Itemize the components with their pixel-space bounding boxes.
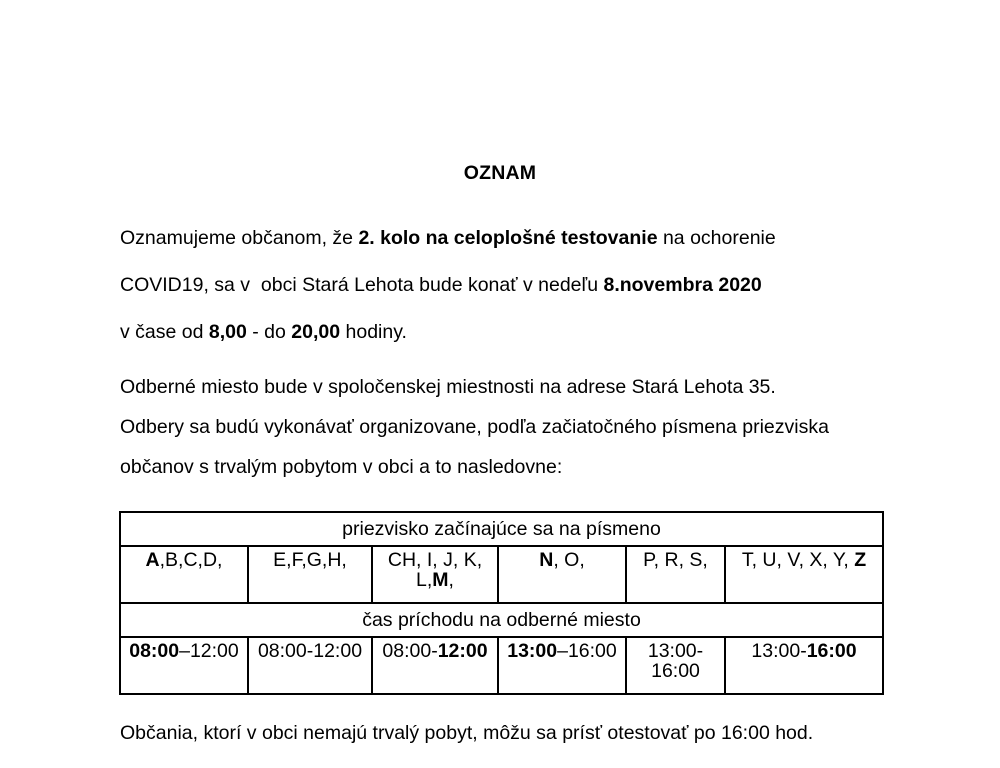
letters-cell-abcd: A,B,C,D,: [120, 546, 248, 603]
footer-note: Občania, ktorí v obci nemajú trvalý pobyt, môžu sa prísť otestovať po 16:00 hod.: [120, 722, 814, 744]
time-cell-6: 13:00-16:00: [725, 637, 883, 694]
testing-schedule-table: [119, 511, 884, 695]
table-header-surname-letters: priezvisko začínajúce sa na písmeno: [120, 512, 883, 546]
letters-cell-tuvxyz: T, U, V, X, Y, Z: [725, 546, 883, 603]
time-cell-2: 08:00-12:00: [248, 637, 372, 694]
time-cell-3: 08:00-12:00: [372, 637, 498, 694]
letters-cell-no: N, O,: [498, 546, 626, 603]
time-cell-5: 13:00- 16:00: [626, 637, 725, 694]
announcement-paragraph: Oznamujeme občanom, že 2. kolo na celoplošné testovanie na ochorenie COVID19, sa v obci Stará Lehota bude konať v nedeľu 8.novembra 2020 v čase od 8,00 - do 20,00 hodiny.: [120, 227, 776, 343]
letters-cell-chijklm: CH, I, J, K, L,M,: [372, 546, 498, 603]
document-title: OZNAM: [463, 162, 537, 184]
time-cell-1: 08:00–12:00: [120, 637, 248, 694]
letters-cell-prs: P, R, S,: [626, 546, 725, 603]
table-header-arrival-time: čas príchodu na odberné miesto: [120, 603, 883, 637]
time-cell-4: 13:00–16:00: [498, 637, 626, 694]
letters-cell-efgh: E,F,G,H,: [248, 546, 372, 603]
location-paragraph: Odberné miesto bude v spoločenskej miestnosti na adrese Stará Lehota 35. Odbery sa budú vykonávať organizovane, podľa začiatočného písmena priezviska občanov s trvalým pobytom v obci a to nasledovne:: [120, 376, 829, 478]
